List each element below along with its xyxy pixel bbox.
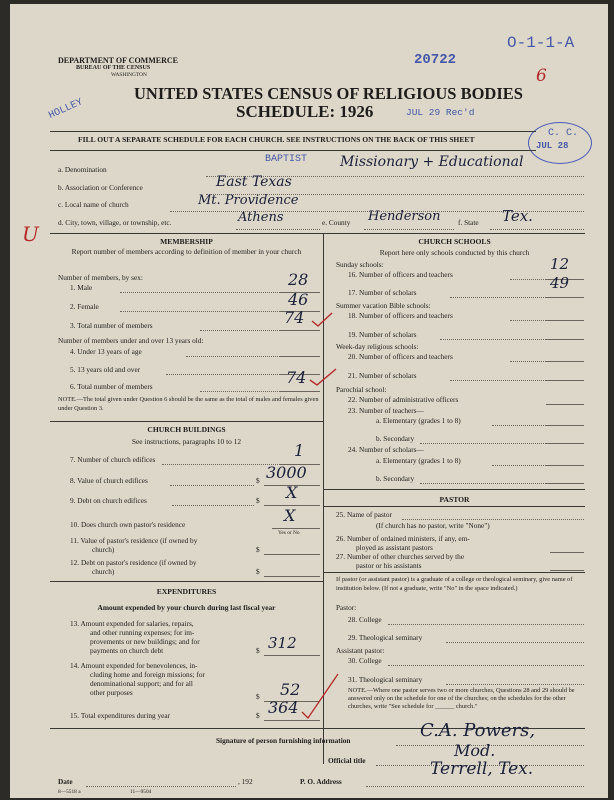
q9-label: 9. Debt on church edifices bbox=[70, 496, 147, 505]
membership-note: NOTE.—The total given under Question 6 should be the same as the total of males and females given under Question 3. bbox=[58, 396, 319, 412]
church-name-label: c. Local name of church bbox=[58, 200, 129, 209]
membership-instruction: Report number of members according to definition of member in your church bbox=[71, 247, 302, 256]
q3-value[interactable]: 74 bbox=[284, 308, 305, 327]
q2-label: 2. Female bbox=[70, 302, 99, 311]
signature-label: Signature of person furnishing information bbox=[216, 736, 351, 745]
check-mark-icon bbox=[310, 310, 334, 330]
q15-label: 15. Total expenditures during year bbox=[70, 711, 171, 720]
city-label: d. City, town, village, or township, etc. bbox=[58, 218, 172, 227]
q4-label: 4. Under 13 years of age bbox=[70, 347, 142, 356]
instruction-line: FILL OUT A SEPARATE SCHEDULE FOR EACH CHURCH. SEE INSTRUCTIONS ON THE BACK OF THIS SHEET bbox=[78, 135, 475, 144]
department-name: DEPARTMENT OF COMMERCE bbox=[58, 56, 179, 65]
pastor-note: NOTE.—Where one pastor serves two or more churches, Questions 28 and 29 should be answered only on the schedule for one of the churches; on the schedules for the other churches, write "See schedule for ______ church." bbox=[348, 687, 575, 710]
denomination-value[interactable]: Missionary + Educational bbox=[340, 154, 524, 170]
margin-mark: U bbox=[22, 222, 39, 246]
q8-value[interactable]: 3000 bbox=[266, 463, 307, 482]
denomination-label: a. Denomination bbox=[58, 165, 107, 174]
q13-label: 13. Amount expended for salaries, repairs, bbox=[70, 619, 194, 628]
q17-label: 17. Number of scholars bbox=[348, 288, 417, 297]
q9-value[interactable]: X bbox=[286, 483, 298, 502]
church-name-value[interactable]: Mt. Providence bbox=[198, 193, 299, 208]
official-title-label: Official title bbox=[328, 756, 366, 765]
received-date: JUL 29 Rec'd bbox=[406, 107, 475, 118]
city-value[interactable]: Athens bbox=[238, 210, 284, 225]
q15-value[interactable]: 364 bbox=[268, 698, 299, 717]
denomination-stamp: BAPTIST bbox=[265, 154, 308, 165]
signature-value[interactable]: C.A. Powers, bbox=[420, 720, 536, 741]
q10-label: 10. Does church own pastor's residence bbox=[70, 520, 186, 529]
q5-label: 5. 13 years old and over bbox=[70, 365, 141, 374]
serial-number: 20722 bbox=[414, 52, 457, 68]
form-title: UNITED STATES CENSUS OF RELIGIOUS BODIES bbox=[134, 84, 523, 103]
q13-value[interactable]: 312 bbox=[268, 634, 297, 652]
q25-label: 25. Name of pastor bbox=[336, 510, 392, 519]
q10-value[interactable]: X bbox=[284, 506, 296, 525]
county-label: e. County bbox=[322, 218, 351, 227]
page-mark: 6 bbox=[536, 66, 547, 86]
po-address-value[interactable]: Terrell, Tex. bbox=[430, 759, 534, 779]
check-mark-icon bbox=[308, 366, 338, 388]
membership-heading: MEMBERSHIP bbox=[160, 237, 213, 246]
holley-stamp: HOLLEY bbox=[47, 97, 85, 122]
q11-label: 11. Value of pastor's residence (if owned by bbox=[70, 536, 198, 545]
form-schedule: SCHEDULE: 1926 bbox=[236, 102, 374, 121]
census-form: DEPARTMENT OF COMMERCE BUREAU OF THE CENSUS WASHINGTON 20722 O-1-1-A 6 UNITED STATES CENSUS OF RELIGIOUS BODIES SCHEDULE: 1926 JUL 29 Rec'd HOLLEY C. C. JUL 28 FILL OUT A SEPARATE SCHEDULE FOR EACH CHURCH. SEE INSTRUCTIONS ON THE BACK OF THIS SHEET a. Denomination BAPTIST Missionary + Educational b. Association or Conference East Texas c. Local name of church Mt. Providence d. City, town, village, or township, etc. Athens e. County Henderson f. State Tex. U MEMBERSHIP Report number of members according to definition of member in your church Number of members, by sex: 1. Male 28 2. Female 46 3. Total number of members 74 Number of members under and over 13 years old: 4. Under 13 years of age 5. 13 years old and over 6. Total number of members 74 NOTE.—The total given under Question 6 should be the same as the total of males and females given under Question 3. CHURCH BUILDINGS See instructions, paragraphs 10 to 12 7. Number of church edifices 1 8. Value of church edifices $ 3000 9. Debt on church edifices $ X 10. Does church own pastor's residence Yes or No X 11. Value of pastor's residence (if owned by church) $ 12. Debt on pastor's residence (if owned by church) $ EXPENDITURES Amount expended by your church during last fiscal year 13. Amount expended for salaries, repairs, and other running expenses; for im- provements or new buildings; and for payments on church debt $ 312 14. Amount expended for benevolences, in- cluding home and foreign missions; for denominational support; and for all other purposes $ 52 15. Total expenditures during year $ 364 CHURCH SCHOOLS Report here only schools conducted by this church Sunday schools: 16. Number of officers and teachers 12 17. Number of scholars 49 Summer vacation Bible schools: 18. Number of officers and teachers 19. Number of scholars Week-day religious schools: 20. Number of officers and teachers 21. Number of scholars Parochial school: 22. Number of administrative officers 23. Number of teachers— a. Elementary (grades 1 to 8) b. Secondary 24. Number of scholars— a. Elementary (grades 1 to 8) b. Secondary PASTOR 25. Name of pastor (If church has no pastor, write "None") 26. Number of ordained ministers, if any, em- ployed as assistant pastors 27. Number of other churches served by the pastor or his assistants If pastor (or assistant pastor) is a graduate of a college or theological seminary, give name of institution below. (If not a graduate, write "No" in the space indicated.) Pastor: 28. College 29. Theological seminary Assistant pastor: 30. College 31. Theological seminary NOTE.—Where one pastor serves two or more churches, Questions 28 and 29 should be answered only on the schedule for one of the churches; on the schedules for the other churches, write "See schedule for ______ church." Signature of person furnishing information C.A. Powers, Official title Mod. Date , 192 P. O. Address Terrell, Tex. 8—5518 a 11—9504 bbox=[10, 4, 608, 798]
q2-value[interactable]: 46 bbox=[288, 290, 309, 309]
association-value[interactable]: East Texas bbox=[216, 174, 292, 190]
q17-value[interactable]: 49 bbox=[550, 274, 570, 292]
pastor-instruction: If pastor (or assistant pastor) is a graduate of a college or theological seminary, give name of institution below. (If not a graduate, write "No" in the space indicated.) bbox=[336, 576, 573, 592]
state-value[interactable]: Tex. bbox=[502, 207, 533, 225]
cc-stamp-date: JUL 28 bbox=[536, 141, 569, 151]
association-label: b. Association or Conference bbox=[58, 183, 143, 192]
expenditures-heading: EXPENDITURES bbox=[156, 587, 217, 596]
q14-label: 14. Amount expended for benevolences, in- bbox=[70, 661, 198, 670]
q16-value[interactable]: 12 bbox=[550, 255, 570, 273]
official-title-value[interactable]: Mod. bbox=[454, 741, 496, 760]
file-code: O-1-1-A bbox=[507, 34, 575, 52]
q3-label: 3. Total number of members bbox=[70, 321, 153, 330]
q6-value[interactable]: 74 bbox=[286, 368, 307, 387]
schools-instruction: Report here only schools conducted by this church bbox=[379, 248, 530, 257]
cc-stamp-text: C. C. bbox=[548, 128, 579, 139]
q12-label: 12. Debt on pastor's residence (if owned by bbox=[70, 558, 197, 567]
buildings-instruction: See instructions, paragraphs 10 to 12 bbox=[131, 437, 242, 446]
q1-label: 1. Male bbox=[70, 283, 93, 292]
q16-label: 16. Number of officers and teachers bbox=[348, 270, 453, 279]
check-mark-icon bbox=[300, 672, 340, 720]
q8-label: 8. Value of church edifices bbox=[70, 476, 148, 485]
form-code: 8—5518 a bbox=[58, 789, 81, 795]
county-value[interactable]: Henderson bbox=[368, 209, 441, 224]
q27-label: 27. Number of other churches served by the bbox=[336, 552, 465, 561]
schools-heading: CHURCH SCHOOLS bbox=[418, 237, 491, 246]
q7-label: 7. Number of church edifices bbox=[70, 455, 156, 464]
po-address-label: P. O. Address bbox=[300, 777, 342, 786]
city-name: WASHINGTON bbox=[111, 72, 147, 78]
q1-value[interactable]: 28 bbox=[288, 270, 309, 289]
q26-label: 26. Number of ordained ministers, if any, em- bbox=[336, 534, 470, 543]
q14-value[interactable]: 52 bbox=[280, 680, 301, 699]
state-label: f. State bbox=[458, 218, 479, 227]
buildings-heading: CHURCH BUILDINGS bbox=[147, 425, 226, 434]
q6-label: 6. Total number of members bbox=[70, 382, 153, 391]
q7-value[interactable]: 1 bbox=[294, 441, 305, 460]
expenditures-instruction: Amount expended by your church during last fiscal year bbox=[97, 603, 276, 612]
pastor-heading: PASTOR bbox=[439, 495, 470, 504]
date-label: Date bbox=[58, 777, 73, 786]
print-code: 11—9504 bbox=[130, 789, 152, 795]
bureau-name: BUREAU OF THE CENSUS bbox=[76, 65, 151, 71]
